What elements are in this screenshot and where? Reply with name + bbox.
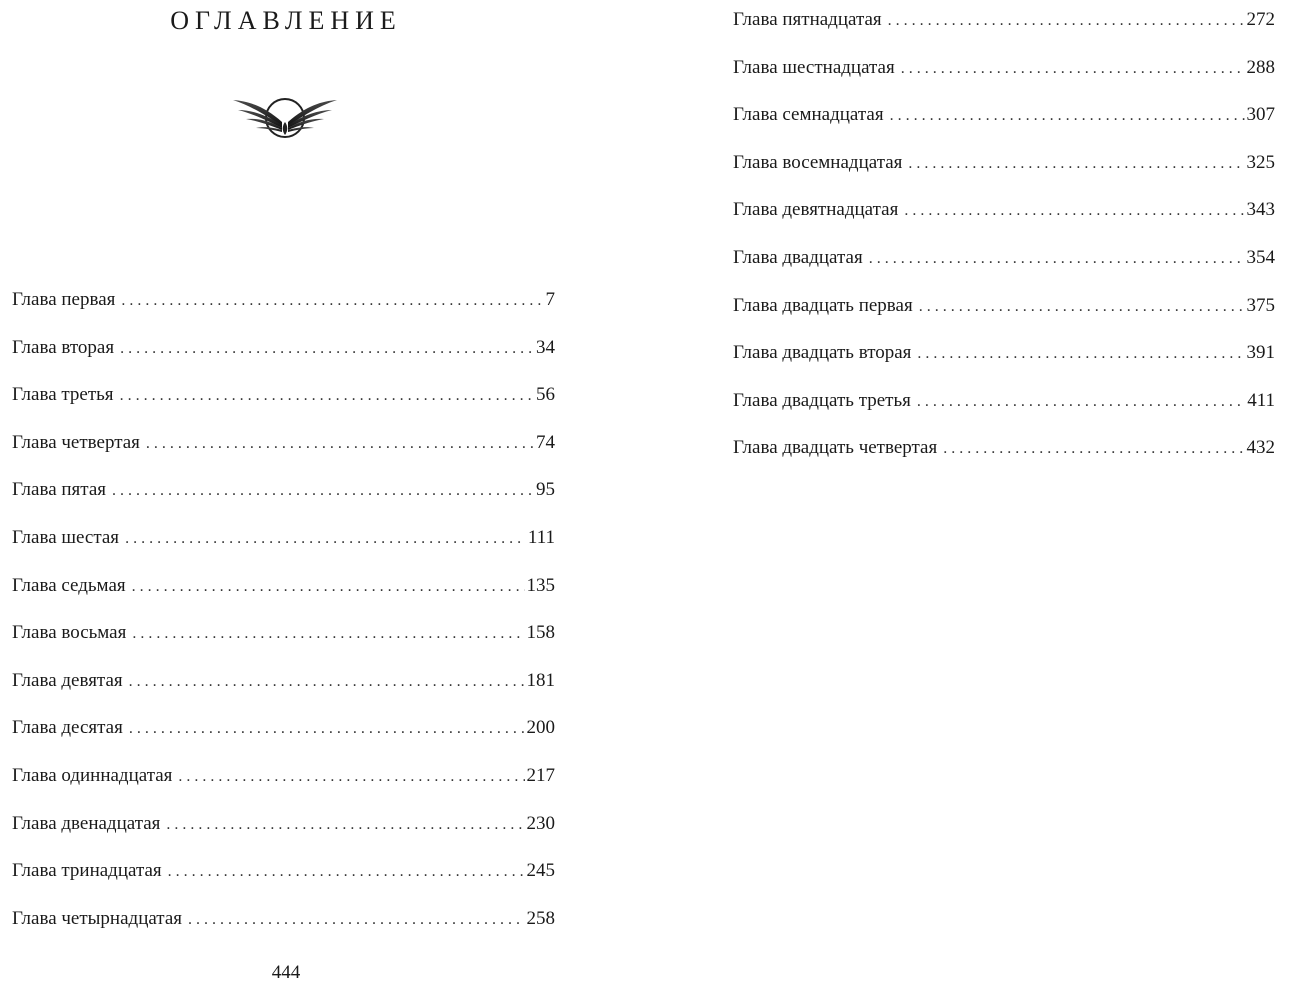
toc-entry-label: Глава тринадцатая: [12, 860, 162, 882]
toc-entry-label: Глава семнадцатая: [733, 104, 884, 126]
toc-entry: [12, 380, 555, 428]
toc-entry: [733, 243, 1275, 291]
toc-entry-label: Глава первая: [12, 289, 116, 310]
toc-dot-leader: [943, 434, 1244, 464]
toc-dot-leader: [869, 244, 1245, 274]
toc-entry-page: 288: [1246, 56, 1275, 78]
toc-entry: [733, 5, 1275, 53]
winged-emblem-icon: [230, 88, 340, 148]
toc-dot-leader: [125, 524, 526, 554]
toc-entry-label: Глава двенадцатая: [12, 812, 161, 834]
toc-entry-page: 158: [526, 622, 555, 644]
toc-entry-label: Глава вторая: [12, 336, 115, 358]
toc-dot-leader: [129, 714, 525, 744]
toc-entry: [12, 761, 555, 809]
toc-dot-leader: [888, 6, 1245, 36]
toc-entry: [12, 523, 555, 571]
toc-dot-leader: [120, 381, 534, 411]
toc-entry: [733, 386, 1275, 434]
right-page: [733, 0, 1278, 996]
toc-dot-leader: [121, 286, 543, 316]
toc-entry-label: Глава двадцать вторая: [733, 342, 912, 364]
toc-entry-label: Глава шестая: [12, 526, 120, 548]
toc-entry: [12, 904, 555, 952]
toc-dot-leader: [168, 857, 525, 887]
toc-entry-label: Глава одиннадцатая: [12, 764, 173, 786]
toc-entry-page: 375: [1246, 294, 1275, 316]
toc-entry: [733, 53, 1275, 101]
toc-entry: [733, 100, 1275, 148]
toc-entry-page: 34: [536, 336, 555, 358]
page-title: ОГЛАВЛЕНИЕ: [170, 6, 402, 35]
toc-entry: [733, 291, 1275, 339]
toc-entry: [12, 856, 555, 904]
toc-entry: [12, 571, 555, 619]
toc-dot-leader: [178, 762, 524, 792]
toc-entry-label: Глава шестнадцатая: [733, 56, 895, 78]
toc-dot-leader: [917, 339, 1244, 369]
toc-dot-leader: [919, 292, 1245, 322]
toc-entry: [733, 338, 1275, 386]
toc-entry-page: 307: [1246, 104, 1275, 126]
toc-entry: [12, 666, 555, 714]
toc-dot-leader: [132, 619, 524, 649]
toc-entry: [733, 195, 1275, 243]
toc-entry-page: 217: [526, 764, 555, 786]
toc-dot-leader: [188, 905, 524, 935]
toc-entry-label: Глава десятая: [12, 717, 123, 739]
toc-entry-page: 245: [526, 860, 555, 882]
toc-entry: [12, 428, 555, 476]
toc-entry-page: 354: [1246, 246, 1275, 268]
toc-dot-leader: [132, 572, 525, 602]
toc-entry: [733, 148, 1275, 196]
toc-entry: [12, 475, 555, 523]
toc-entry: [733, 433, 1275, 481]
toc-entry-label: Глава восемнадцатая: [733, 151, 903, 173]
toc-entry-page: 56: [536, 384, 555, 406]
toc-entry-page: 230: [526, 812, 555, 834]
toc-entry-label: Глава пятнадцатая: [733, 9, 882, 30]
toc-entry-label: Глава девятая: [12, 669, 123, 691]
left-page: [0, 0, 560, 996]
toc-entry-label: Глава двадцать четвертая: [733, 437, 938, 459]
toc-entry: [12, 285, 555, 333]
toc-entry-page: 272: [1246, 9, 1275, 30]
toc-entry-page: 343: [1246, 199, 1275, 221]
toc-dot-leader: [890, 101, 1245, 131]
toc-entry-page: 111: [527, 526, 555, 548]
toc-entry-page: 432: [1246, 437, 1275, 459]
toc-dot-leader: [120, 334, 534, 364]
toc-entry-page: 95: [536, 479, 555, 501]
toc-entry-page: 200: [526, 717, 555, 739]
toc-entry-page: 7: [545, 289, 555, 310]
toc-entry-label: Глава двадцать третья: [733, 389, 911, 411]
toc-entry-page: 391: [1246, 342, 1275, 364]
toc-entry-page: 181: [526, 669, 555, 691]
toc-entry-label: Глава девятнадцатая: [733, 199, 899, 221]
toc-list-right: [733, 5, 1275, 481]
toc-entry-page: 74: [536, 431, 555, 453]
toc-entry-label: Глава пятая: [12, 479, 106, 501]
toc-entry-page: 325: [1246, 151, 1275, 173]
toc-dot-leader: [129, 667, 525, 697]
toc-entry-page: 135: [526, 574, 555, 596]
toc-entry-label: Глава третья: [12, 384, 114, 406]
toc-entry-label: Глава двадцатая: [733, 246, 863, 268]
toc-entry: [12, 809, 555, 857]
toc-entry-label: Глава четвертая: [12, 431, 140, 453]
toc-entry-label: Глава двадцать первая: [733, 294, 913, 316]
toc-dot-leader: [908, 149, 1244, 179]
toc-dot-leader: [917, 387, 1245, 417]
toc-entry-page: 258: [526, 907, 555, 929]
toc-entry-label: Глава четырнадцатая: [12, 907, 183, 929]
toc-dot-leader: [901, 54, 1245, 84]
toc-entry: [12, 618, 555, 666]
toc-entry-page: 411: [1247, 389, 1275, 411]
toc-entry-label: Глава восьмая: [12, 622, 127, 644]
toc-dot-leader: [112, 476, 534, 506]
toc-list-left: [12, 285, 555, 951]
toc-entry: [12, 713, 555, 761]
toc-entry: [12, 333, 555, 381]
toc-dot-leader: [146, 429, 534, 459]
toc-dot-leader: [904, 196, 1244, 226]
toc-entry-label: Глава седьмая: [12, 574, 126, 596]
page-number: 444: [271, 962, 301, 983]
toc-dot-leader: [166, 810, 524, 840]
